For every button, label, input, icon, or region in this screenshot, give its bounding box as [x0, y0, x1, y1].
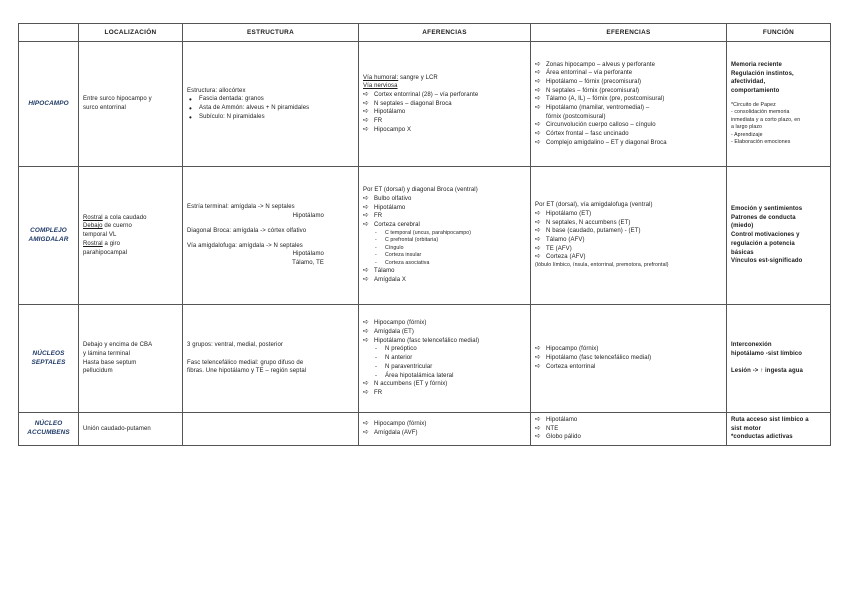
cell-septales-localizacion — [79, 305, 183, 413]
arrow-item — [535, 345, 722, 354]
arrow-item — [535, 104, 722, 113]
right-arrow-icon: ➪ — [535, 77, 541, 85]
text-line: Entre surco hipocampo y — [83, 96, 152, 103]
arrow-item-text: Área entorrinal – vía perforante — [546, 70, 633, 77]
arrow-item — [535, 139, 722, 148]
estructura-title: Estructura: allocórtex — [187, 87, 246, 94]
arrow-item-text: Circunvolución cuerpo calloso – cíngulo — [546, 122, 656, 129]
arrow-item-text: FR — [374, 213, 383, 220]
arrow-item-text: Complejo amigdalino – ET y diagonal Broca — [546, 139, 667, 146]
sub-item: - Cíngulo — [363, 245, 526, 253]
arrow-item-text: Tálamo — [374, 268, 395, 275]
text-line: pellucidum — [83, 368, 113, 375]
spacer — [731, 358, 826, 367]
right-arrow-icon: ➪ — [363, 336, 369, 344]
text-plain: a giro — [102, 240, 121, 247]
funcion-line: Patrones de conducta — [731, 214, 796, 221]
right-arrow-icon: ➪ — [535, 345, 541, 353]
funcion-line: Regulación instintos, — [731, 70, 794, 77]
arrow-item-text: Hipocampo (fórnix) — [374, 320, 427, 327]
arrow-item — [535, 363, 722, 372]
text-line — [83, 222, 178, 231]
arrow-item-text: FR — [374, 389, 383, 396]
right-arrow-icon: ➪ — [363, 388, 369, 396]
arrow-item — [363, 212, 526, 221]
sub-item: - N preóptico — [363, 345, 526, 354]
right-arrow-icon: ➪ — [363, 99, 369, 107]
cell-accumbens-estructura — [183, 413, 359, 446]
funcion-line: regulación a potencia — [731, 240, 795, 247]
right-arrow-icon: ➪ — [535, 86, 541, 94]
header-aferencias: AFERENCIAS — [359, 24, 531, 42]
arrow-item-text: Hipotálamo — [374, 109, 406, 116]
right-arrow-icon: ➪ — [535, 236, 541, 244]
cell-complejo-estructura — [183, 167, 359, 305]
right-arrow-icon: ➪ — [363, 429, 369, 437]
arrow-item-text: FR — [374, 118, 383, 125]
arrow-item — [363, 195, 526, 204]
sub-item: - Área hipotalámica lateral — [363, 372, 526, 381]
cell-complejo-aferencias — [359, 167, 531, 305]
via-line-2: Hipotálamo — [292, 251, 324, 258]
arrow-item — [535, 245, 722, 254]
text-line: Unión caudado-putamen — [83, 425, 151, 432]
arrow-item-text: Tálamo (A, IL) – fórnix (pre, postcomisural) — [546, 96, 665, 103]
sub-item: - Corteza asociativa — [363, 260, 526, 268]
arrow-item-text: Corteza entorrinal — [546, 363, 596, 370]
arrow-item — [363, 267, 526, 276]
right-arrow-icon: ➪ — [535, 121, 541, 129]
arrow-item — [363, 328, 526, 337]
arrow-item — [363, 108, 526, 117]
right-arrow-icon: ➪ — [535, 218, 541, 226]
arrow-item — [363, 389, 526, 398]
cell-complejo-funcion — [727, 167, 831, 305]
right-arrow-icon: ➪ — [363, 117, 369, 125]
arrow-item — [363, 221, 526, 230]
arrow-item-text: Hipocampo (fórnix) — [546, 346, 599, 353]
row-label-hipocampo — [19, 42, 79, 167]
arrow-item-text: Hipocampo (fórnix) — [374, 421, 427, 428]
right-arrow-icon: ➪ — [535, 424, 541, 432]
text-line: Debajo y encima de CBA — [83, 342, 153, 349]
funcion-note: - Elaboración emociones — [731, 139, 791, 146]
arrow-item-text: Bulbo olfativo — [374, 195, 412, 202]
arrow-item-text: TE (AFV) — [546, 245, 572, 252]
arrow-item-text: Cortex entorrinal (28) – vía perforante — [374, 91, 479, 98]
right-arrow-icon: ➪ — [363, 319, 369, 327]
funcion-line: afectividad, — [731, 79, 766, 86]
via-humoral-text: sangre y LCR — [398, 74, 438, 81]
arrow-item-text: NTE — [546, 425, 559, 432]
via-nerviosa-label: Vía nerviosa — [363, 83, 398, 90]
funcion-line: Interconexión — [731, 341, 772, 348]
arrow-item — [535, 130, 722, 139]
row-label-nucleos-septales — [19, 305, 79, 413]
right-arrow-icon: ➪ — [363, 267, 369, 275]
estria-line-2: Hipotálamo — [292, 213, 324, 220]
cell-complejo-localizacion — [79, 167, 183, 305]
arrow-item — [363, 91, 526, 100]
arrow-item — [363, 117, 526, 126]
header-row — [19, 24, 831, 42]
arrow-item-text: Amígdala X — [374, 277, 407, 284]
sub-item: - N anterior — [363, 354, 526, 363]
header-localizacion: LOCALIZACIÓN — [79, 24, 183, 42]
right-arrow-icon: ➪ — [535, 210, 541, 218]
arrow-item — [535, 69, 722, 78]
arrow-item-text: Hipotálamo (fasc telencefálico medial) — [374, 337, 480, 344]
funcion-line: Control motivaciones y — [731, 232, 800, 239]
arrow-item-text: Tálamo (AFV) — [546, 237, 585, 244]
estructura-line: Fasc telencefálico medial: grupo difuso de — [187, 359, 304, 366]
right-arrow-icon: ➪ — [363, 194, 369, 202]
right-arrow-icon: ➪ — [535, 130, 541, 138]
arrow-item-text: Hipotálamo (mamilar, ventromedial) – — [546, 105, 650, 111]
arrow-item-text: Hipotálamo — [374, 204, 406, 211]
cell-accumbens-eferencias — [531, 413, 727, 446]
arrow-item-text: Hipotálamo – fórnix (precomisural) — [546, 78, 642, 85]
right-arrow-icon: ➪ — [535, 354, 541, 362]
funcion-note: a largo plazo — [731, 124, 763, 131]
right-arrow-icon: ➪ — [363, 328, 369, 336]
estria-line: Estría terminal: amígdala -> N septales — [187, 204, 295, 211]
arrow-item — [363, 337, 526, 346]
cell-hipocampo-funcion — [727, 42, 831, 167]
eferencias-note: (lóbulo límbico, ínsula, entorrinal, premotora, prefrontal) — [535, 262, 669, 269]
right-arrow-icon: ➪ — [363, 108, 369, 116]
diagonal-line: Diagonal Broca: amígdala -> córtex olfativo — [187, 227, 307, 234]
row-label-complejo-amigdalar — [19, 167, 79, 305]
row-nucleos-septales — [19, 305, 831, 413]
arrow-item-text: Zonas hipocampo – alveus y perforante — [546, 61, 656, 68]
text-underlined: Debajo — [83, 223, 103, 230]
text-line — [83, 240, 178, 249]
right-arrow-icon: ➪ — [535, 104, 541, 111]
right-arrow-icon: ➪ — [535, 433, 541, 441]
via-humoral — [363, 74, 526, 83]
funcion-line: sist motor — [731, 425, 762, 432]
neuroanatomy-table — [18, 23, 831, 446]
cell-complejo-eferencias — [531, 167, 727, 305]
text-line: Hasta base septum — [83, 359, 137, 366]
funcion-note: - consolidación memoria — [731, 109, 790, 116]
arrow-item — [363, 204, 526, 213]
arrow-item-text: Córtex frontal – fasc uncinado — [546, 131, 629, 138]
sub-item: - C temporal (uncus, parahipocampo) — [363, 230, 526, 238]
spacer — [187, 350, 354, 359]
arrow-item-text: N septales – diagonal Broca — [374, 100, 452, 107]
row-name: SEPTALES — [31, 358, 66, 366]
text-underlined: Rostral — [83, 240, 103, 247]
arrow-item-text: N base (caudado, putamen) - (ET) — [546, 228, 641, 235]
right-arrow-icon: ➪ — [363, 221, 369, 229]
funcion-line: básicas — [731, 249, 754, 256]
text-plain: a cola caudado — [102, 214, 147, 221]
arrow-item — [535, 354, 722, 363]
arrow-item-text: Hipotálamo (fasc telencefálico medial) — [546, 355, 652, 362]
bullet-item: • Fascia dentada: granos — [187, 95, 354, 104]
arrow-item-text: Hipotálamo — [546, 417, 578, 423]
funcion-line: hipotálamo -sist límbico — [731, 350, 803, 357]
arrow-item — [535, 87, 722, 96]
aferencias-title: Por ET (dorsal) y diagonal Broca (ventral) — [363, 187, 478, 194]
sub-item: - C prefrontal (orbitaria) — [363, 237, 526, 245]
cell-hipocampo-eferencias — [531, 42, 727, 167]
arrow-item-text: Corteza cerebral — [374, 222, 420, 229]
right-arrow-icon: ➪ — [535, 244, 541, 252]
row-label-nucleo-accumbens — [19, 413, 79, 446]
arrow-item-text: Amígdala (ET) — [374, 329, 414, 336]
cell-hipocampo-localizacion — [79, 42, 183, 167]
arrow-item-text: N septales – fórnix (precomisural) — [546, 87, 640, 94]
funcion-line: Lesión -> ↑ ingesta agua — [731, 368, 803, 375]
right-arrow-icon: ➪ — [535, 69, 541, 77]
arrow-item — [535, 433, 722, 442]
text-line: surco entorrinal — [83, 105, 126, 111]
funcion-line: Vínculos est-significado — [731, 258, 803, 265]
row-name: NÚCLEOS — [32, 349, 65, 357]
right-arrow-icon: ➪ — [535, 416, 541, 423]
funcion-note: - Aprendizaje — [731, 131, 763, 138]
text-line: y lámina terminal — [83, 350, 131, 357]
arrow-item — [363, 429, 526, 438]
arrow-item — [535, 416, 722, 425]
via-humoral-label: Vía humoral: — [363, 74, 399, 81]
right-arrow-icon: ➪ — [363, 212, 369, 220]
arrow-item-text: N accumbens (ET y fórnix) — [374, 381, 448, 388]
right-arrow-icon: ➪ — [363, 420, 369, 428]
estructura-line: 3 grupos: ventral, medial, posterior — [187, 341, 283, 348]
corner-cell — [19, 24, 79, 42]
arrow-item — [535, 210, 722, 219]
row-name: HIPOCAMPO — [28, 99, 69, 107]
right-arrow-icon: ➪ — [535, 95, 541, 103]
right-arrow-icon: ➪ — [363, 203, 369, 211]
sub-item: - Corteza insular — [363, 252, 526, 260]
arrow-item — [535, 78, 722, 87]
arrow-item — [535, 253, 722, 262]
bullet-item: • Asta de Ammón: alveus + N piramidales — [187, 104, 354, 113]
cell-septales-funcion — [727, 305, 831, 413]
row-complejo-amigdalar — [19, 167, 831, 305]
text-underlined: Rostral — [83, 214, 103, 221]
right-arrow-icon: ➪ — [535, 138, 541, 146]
right-arrow-icon: ➪ — [535, 227, 541, 235]
arrow-item — [535, 236, 722, 245]
cell-hipocampo-aferencias — [359, 42, 531, 167]
arrow-item — [363, 380, 526, 389]
cell-septales-aferencias — [359, 305, 531, 413]
funcion-note: *Circuito de Papez — [731, 101, 776, 108]
cell-hipocampo-estructura — [183, 42, 359, 167]
arrow-item — [363, 100, 526, 109]
funcion-note: inmediata y a corto plazo, en — [731, 116, 801, 123]
arrow-item-continuation: fórnix (postcomisural) — [546, 113, 606, 120]
via-line-3: Tálamo, TE — [292, 259, 324, 266]
cell-septales-estructura — [183, 305, 359, 413]
right-arrow-icon: ➪ — [363, 276, 369, 284]
text-line: temporal VL — [83, 232, 117, 239]
arrow-item — [363, 420, 526, 429]
text-line — [83, 214, 178, 223]
right-arrow-icon: ➪ — [535, 60, 541, 68]
text-plain: de cuerno — [102, 223, 132, 230]
bullet-item: • Subículo: N piramidales — [187, 113, 354, 122]
arrow-item — [535, 61, 722, 70]
arrow-item — [363, 319, 526, 328]
arrow-item-text: Hipocampo X — [374, 126, 412, 133]
arrow-item — [535, 219, 722, 228]
cell-accumbens-aferencias — [359, 413, 531, 446]
row-name: COMPLEJO — [30, 226, 67, 234]
right-arrow-icon: ➪ — [535, 362, 541, 370]
row-name: ACCUMBENS — [27, 429, 70, 437]
arrow-item-text: Corteza (AFV) — [546, 254, 586, 261]
arrow-item-text: Globo pálido — [546, 434, 581, 441]
arrow-item — [535, 227, 722, 236]
right-arrow-icon: ➪ — [363, 380, 369, 388]
funcion-line: (miedo) — [731, 223, 754, 230]
row-nucleo-accumbens — [19, 413, 831, 446]
funcion-line: *conductas adictivas — [731, 434, 793, 441]
row-name: AMIGDALAR — [28, 235, 69, 243]
header-estructura: ESTRUCTURA — [183, 24, 359, 42]
row-name: NÚCLEO — [34, 420, 63, 428]
right-arrow-icon: ➪ — [363, 90, 369, 98]
funcion-line: Memoria reciente — [731, 62, 782, 69]
arrow-item — [363, 126, 526, 135]
funcion-line: Emoción y sentimientos — [731, 206, 803, 213]
row-hipocampo — [19, 42, 831, 167]
eferencias-title: Por ET (dorsal), vía amigdalofuga (ventral) — [535, 202, 653, 209]
arrow-item-text: Hipotálamo (ET) — [546, 211, 592, 218]
sub-item: - N paraventricular — [363, 363, 526, 372]
funcion-line: Ruta acceso sist límbico a — [731, 417, 809, 423]
right-arrow-icon: ➪ — [363, 125, 369, 133]
arrow-item — [363, 276, 526, 285]
cell-accumbens-funcion — [727, 413, 831, 446]
funcion-line: comportamiento — [731, 88, 780, 95]
cell-septales-eferencias — [531, 305, 727, 413]
header-funcion: FUNCIÓN — [727, 24, 831, 42]
arrow-item-text: N septales, N accumbens (ET) — [546, 219, 631, 226]
header-eferencias: EFERENCIAS — [531, 24, 727, 42]
cell-accumbens-localizacion — [79, 413, 183, 446]
arrow-item-text: Amígdala (AVF) — [374, 430, 418, 437]
text-line: parahipocampal — [83, 249, 128, 256]
via-line: Vía amigdalofuga: amígdala -> N septales — [187, 242, 303, 249]
arrow-item — [535, 425, 722, 434]
right-arrow-icon: ➪ — [535, 253, 541, 261]
arrow-item — [535, 95, 722, 104]
arrow-item — [535, 121, 722, 130]
estructura-line: fibras. Une hipotálamo y TE – región septal — [187, 368, 307, 375]
